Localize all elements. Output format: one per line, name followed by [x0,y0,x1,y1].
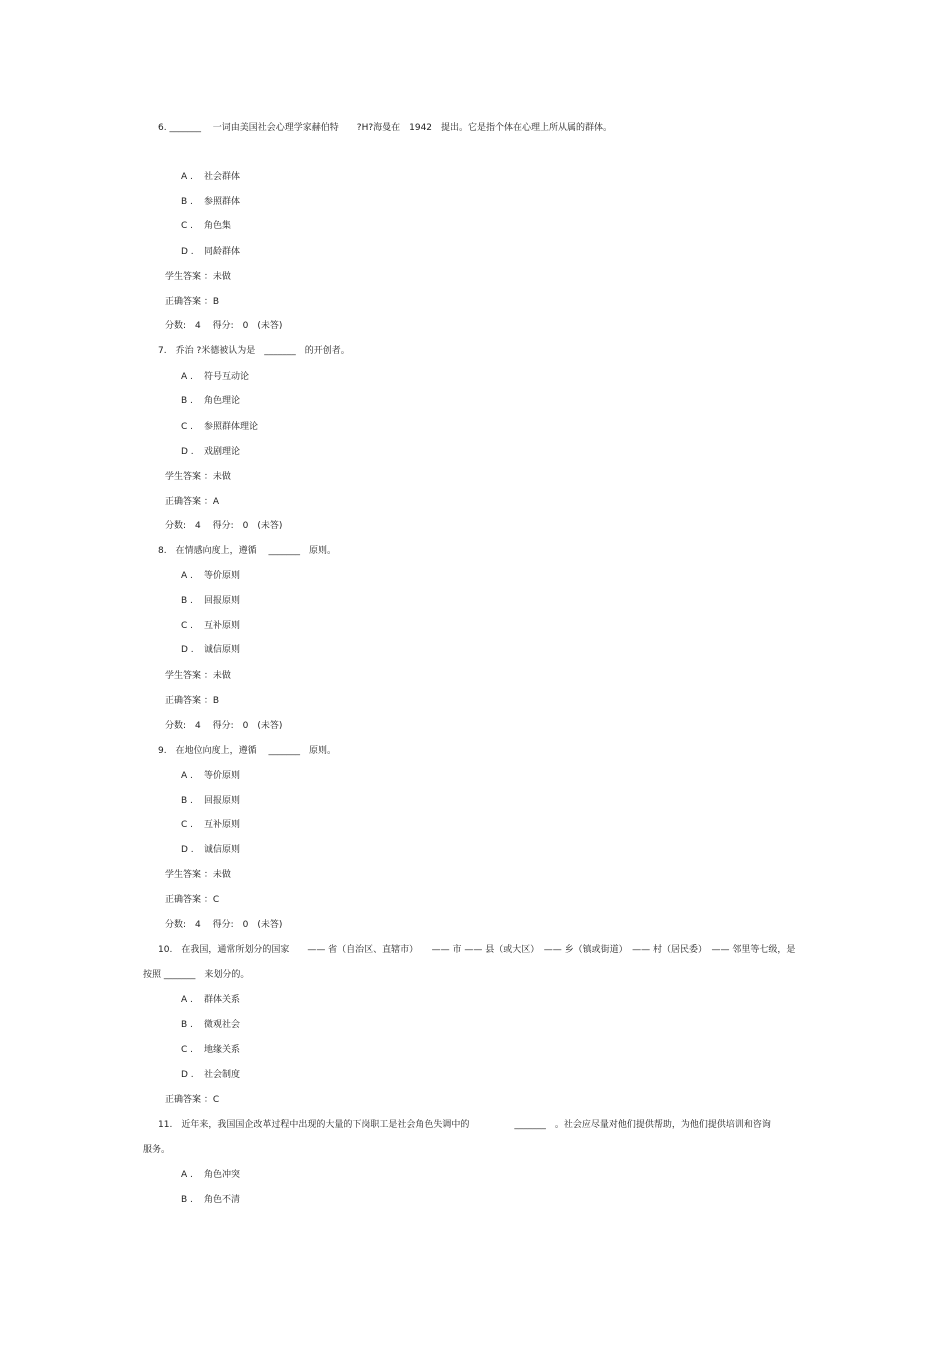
question-6-text: 6. _______ 一词由美国社会心理学家赫伯特 ?H?海曼在 1942 提出。它是指个体在心理上所从属的群体。 [158,123,613,133]
question-8-option-a [181,570,240,582]
option-letter: D . [181,645,194,655]
question-9-option-a [181,770,240,782]
question-10-correct-answer: 正确答案 ：C [165,1095,220,1105]
option-letter: C . [181,820,194,830]
question-7-option-c [181,421,258,433]
option-letter: D . [181,845,194,855]
option-text: 社会制度 [204,1070,241,1080]
option-text: 符号互动论 [204,372,250,382]
option-letter: A . [181,771,193,781]
question-10-text-continued: 按照 _______ 来划分的。 [143,970,250,980]
option-letter: D . [181,1070,194,1080]
question-9-option-c [181,819,240,831]
option-text: 等价原则 [204,771,241,781]
option-letter: C . [181,221,194,231]
question-11-option-b [181,1194,240,1206]
question-6-option-d [181,246,240,258]
option-letter: A . [181,372,193,382]
option-letter: B . [181,796,193,806]
option-text: 角色不清 [204,1195,241,1205]
question-9-student-answer: 学生答案 ：未做 [165,870,231,880]
question-7-option-b [181,395,240,407]
option-letter: C . [181,422,194,432]
question-9-option-b [181,795,240,807]
question-8-option-d [181,644,240,656]
option-letter: A . [181,995,193,1005]
question-8-option-c [181,620,240,632]
option-letter: A . [181,571,193,581]
option-letter: C . [181,621,194,631]
question-7-score: 分数: 4 得分: 0 (未答) [165,521,283,531]
option-letter: C . [181,1045,194,1055]
question-9-score: 分数: 4 得分: 0 (未答) [165,920,283,930]
option-letter: A . [181,1170,193,1180]
question-11-text-continued: 服务。 [143,1145,171,1155]
option-letter: D . [181,247,194,257]
question-8-score: 分数: 4 得分: 0 (未答) [165,721,283,731]
option-text: 角色冲突 [204,1170,241,1180]
question-6-option-a [181,171,240,183]
option-text: 互补原则 [204,621,241,631]
question-10-option-a [181,994,240,1006]
option-text: 诚信原则 [204,645,241,655]
option-text: 诚信原则 [204,845,241,855]
option-text: 回报原则 [204,796,241,806]
option-text: 微观社会 [204,1020,241,1030]
question-8-correct-answer: 正确答案 ：B [165,696,220,706]
option-text: 同龄群体 [204,247,241,257]
question-7-student-answer: 学生答案 ：未做 [165,472,231,482]
option-text: 回报原则 [204,596,241,606]
question-6-correct-answer: 正确答案 ：B [165,297,220,307]
question-6-option-b [181,196,240,208]
question-8-text: 8. 在情感向度上，遵循 _______ 原则。 [158,546,336,556]
option-text: 地缘关系 [204,1045,241,1055]
question-9-option-d [181,844,240,856]
option-letter: B . [181,1195,193,1205]
option-text: 角色理论 [204,396,241,406]
question-11-option-a [181,1169,240,1181]
question-7-option-a [181,371,249,383]
question-8-option-b [181,595,240,607]
option-text: 角色集 [204,221,232,231]
question-10-option-c [181,1044,240,1056]
option-letter: B . [181,396,193,406]
option-text: 等价原则 [204,571,241,581]
question-11-text: 11. 近年来，我国国企改革过程中出现的大量的下岗职工是社会角色失调中的 _______ 。社会应尽量对他们提供帮助，为他们提供培训和咨询 [158,1120,771,1130]
question-6-option-c [181,220,231,232]
option-letter: B . [181,197,193,207]
option-letter: B . [181,596,193,606]
option-text: 互补原则 [204,820,241,830]
option-letter: A . [181,172,193,182]
question-10-option-d [181,1069,240,1081]
question-6-student-answer: 学生答案 ：未做 [165,272,231,282]
option-text: 社会群体 [204,172,241,182]
question-7-option-d [181,446,240,458]
option-letter: B . [181,1020,193,1030]
question-9-text: 9. 在地位向度上，遵循 _______ 原则。 [158,746,336,756]
question-9-correct-answer: 正确答案 ：C [165,895,220,905]
question-6-score: 分数: 4 得分: 0 (未答) [165,321,283,331]
question-7-correct-answer: 正确答案 ：A [165,497,220,507]
option-text: 参照群体理论 [204,422,259,432]
option-text: 参照群体 [204,197,241,207]
question-10-text: 10. 在我国，通常所划分的国家 —— 省（自治区、直辖市） —— 市 —— 县（或大区） —— 乡（镇或街道） —— 村（居民委） —— 邻里等七级，是 [158,945,796,955]
question-8-student-answer: 学生答案 ：未做 [165,671,231,681]
option-letter: D . [181,447,194,457]
question-10-option-b [181,1019,240,1031]
question-7-text: 7. 乔治 ?米德被认为是 _______ 的开创者。 [158,346,350,356]
option-text: 群体关系 [204,995,241,1005]
option-text: 戏剧理论 [204,447,241,457]
